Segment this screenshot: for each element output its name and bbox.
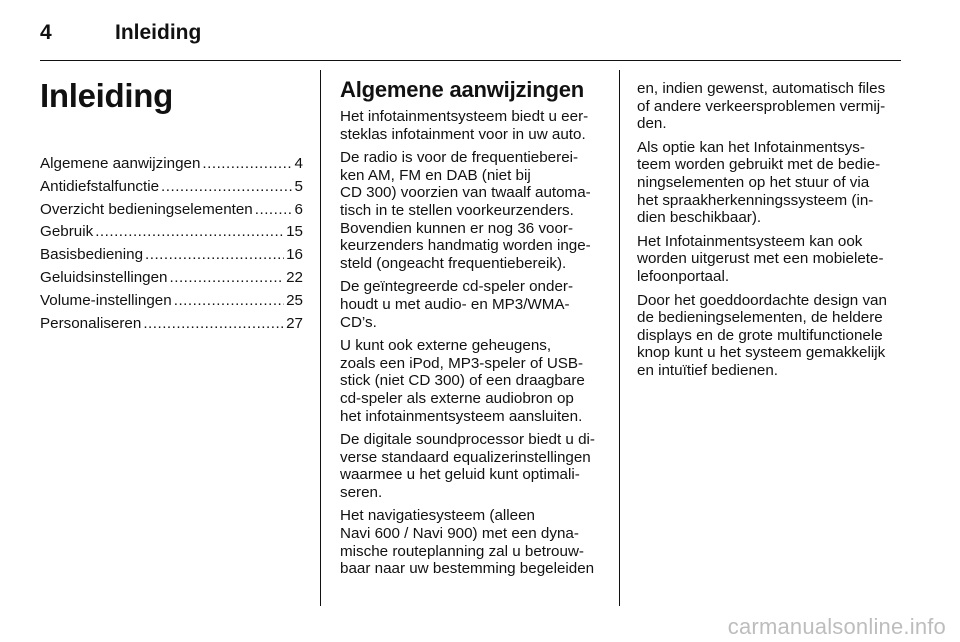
toc-entry-page: 27 [286,314,303,332]
body-paragraph: U kunt ook externe geheugens, zoals een iPod, MP3-speler of USB- stick (niet CD 300) of een draagbare cd-speler als externe audiobron op het infotainmentsysteem aansluiten. [340,337,585,425]
body-paragraph: en, indien gewenst, automatisch files of andere verkeersproblemen vermij- den. [637,80,886,133]
toc-leader [170,267,285,290]
page-number: 4 [40,21,52,44]
toc-entry-page: 6 [294,200,303,218]
toc-entry[interactable] [40,267,303,290]
toc-entry-label: Algemene aanwijzingen [40,155,201,172]
column-divider-left [320,70,321,606]
toc-entry-page: 4 [294,155,303,172]
header-rule [40,60,901,61]
toc-entry-page: 5 [294,177,303,195]
toc-entry-label: Volume-instellingen [40,291,172,309]
body-paragraph: De digitale soundprocessor biedt u di- verse standaard equalizerinstellingen waarmee u het geluid kunt optimali- seren. [340,431,595,501]
body-paragraph: De radio is voor de frequentieberei- ken AM, FM en DAB (niet bij CD 300) voorzien van twaalf automa- tisch in te stellen voorkeurzenders. Bovendien kunnen er nog 36 voor- keurzenders handmatig worden inge- steld (ongeacht frequentiebereik). [340,149,591,272]
toc-entry-label: Basisbediening [40,246,144,264]
page-header [40,16,201,50]
section-heading: Algemene aanwijzingen [340,77,584,102]
toc-entry[interactable] [40,153,303,176]
toc-leader [95,221,284,244]
toc-entry-label: Gebruik [40,223,94,241]
toc-entry[interactable] [40,290,303,313]
toc-entry-label: Overzicht bedieningselementen [40,200,253,218]
table-of-contents [40,153,303,335]
chapter-title: Inleiding [40,77,173,114]
body-paragraph: Het Infotainmentsysteem kan ook worden uitgerust met een mobielete- lefoonportaal. [637,232,884,285]
body-paragraph: Het navigatiesysteem (alleen Navi 600 / Navi 900) met een dyna- mische routeplanning zal u betrouw- baar naar uw bestemming begeleiden [340,507,595,578]
toc-entry[interactable] [40,244,303,267]
column-divider-right [619,70,620,606]
toc-leader [174,290,284,313]
body-paragraph: Als optie kan het Infotainmentsys- teem worden gebruikt met de bedie- ningselementen op het stuur of via het spraakherkenningssysteem (in- dien beschikbaar). [637,138,881,227]
toc-entry-page: 25 [286,291,303,309]
toc-leader [145,244,284,267]
running-title: Inleiding [115,21,202,44]
toc-entry[interactable] [40,313,303,336]
body-paragraph: De geïntegreerde cd-speler onder- houdt u met audio- en MP3/WMA- CD’s. [340,278,574,331]
toc-entry-page: 16 [286,246,303,264]
toc-entry[interactable] [40,221,303,244]
toc-entry-page: 22 [286,268,303,286]
toc-leader [161,176,293,199]
body-column-right [637,80,905,386]
watermark-text: carmanualsonline.info [727,614,946,639]
toc-entry-page: 15 [286,223,303,241]
toc-entry-label: Personaliseren [40,314,142,332]
toc-entry[interactable] [40,176,303,199]
chapter-column [40,70,303,335]
toc-entry-label: Antidiefstalfunctie [40,177,160,195]
toc-leader [255,199,293,222]
toc-entry-label: Geluidsinstellingen [40,268,168,286]
toc-entry[interactable] [40,199,303,222]
body-paragraph: Door het goeddoordachte design van de bedieningselementen, de heldere displays en de grote multifunctionele knop kunt u het systeem gemakkelijk en intuïtief bedienen. [637,291,887,379]
body-paragraph: Het infotainmentsysteem biedt u eer- steklas infotainment voor in uw auto. [340,108,589,143]
body-column-middle [340,72,608,584]
toc-leader [202,153,292,176]
toc-leader [143,313,284,336]
